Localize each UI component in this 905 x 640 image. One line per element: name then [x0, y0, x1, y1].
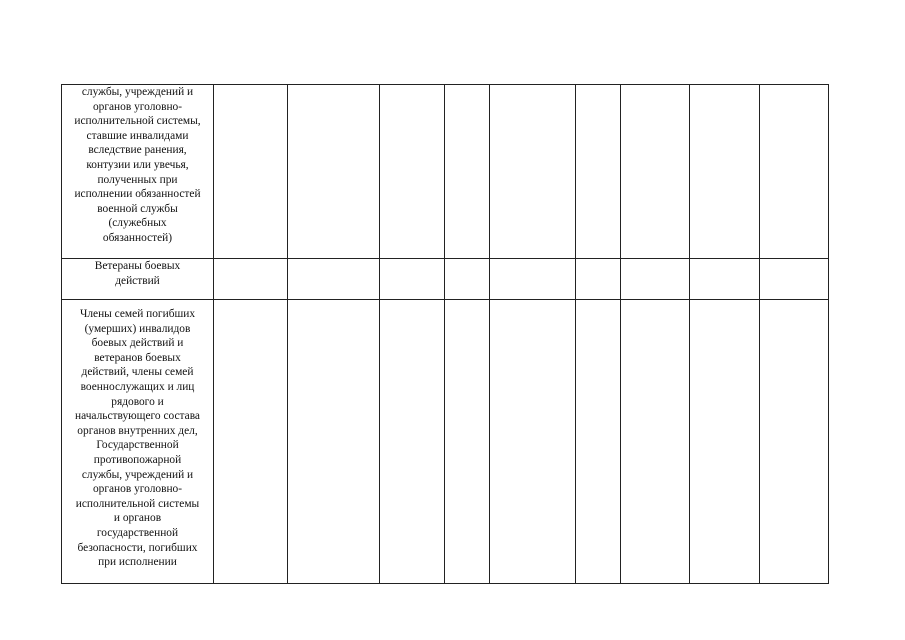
row-label-line: (служебных [108, 217, 167, 230]
row-label-line: органов уголовно- [92, 483, 183, 496]
empty-cell [760, 85, 829, 259]
row-label-line: органов внутренних дел, [77, 424, 198, 437]
row-label-line: военной службы [97, 202, 178, 215]
empty-cell [288, 259, 380, 300]
empty-cell [445, 85, 490, 259]
row-label-line: полученных при [97, 173, 178, 186]
empty-cell [576, 85, 621, 259]
row-label-line: службы, учреждений и [81, 86, 194, 98]
empty-cell [380, 300, 445, 584]
empty-cell [690, 300, 760, 584]
row-label-line: военнослужащих и лиц [80, 380, 195, 393]
row-label-line: обязанностей) [102, 231, 173, 244]
row-label-cell [62, 85, 214, 259]
empty-cell [288, 300, 380, 584]
row-label-line: действий, члены семей [81, 366, 194, 379]
row-label-line: исполнении обязанностей [74, 188, 201, 201]
empty-cell [214, 85, 288, 259]
empty-cell [445, 259, 490, 300]
empty-cell [214, 259, 288, 300]
row-label-line: органов уголовно- [92, 100, 183, 113]
row-label-line: Ветераны боевых [94, 260, 181, 272]
table-row [62, 85, 829, 259]
empty-cell [288, 85, 380, 259]
row-label-line: безопасности, погибших [77, 541, 198, 554]
empty-cell [445, 300, 490, 584]
row-label-line: (умерших) инвалидов [84, 322, 191, 335]
empty-cell [214, 300, 288, 584]
row-label-line: противопожарной [93, 453, 182, 466]
row-label-line: рядового и [111, 395, 164, 408]
empty-cell [380, 259, 445, 300]
table-row [62, 259, 829, 300]
row-label-line: службы, учреждений и [81, 468, 194, 481]
empty-cell [621, 85, 690, 259]
empty-cell [490, 259, 576, 300]
row-label-line: и органов [113, 512, 162, 525]
benefits-table [61, 84, 829, 584]
row-label-line: боевых действий и [91, 337, 184, 350]
empty-cell [690, 259, 760, 300]
row-label-line: контузии или увечья, [86, 158, 189, 171]
empty-cell [760, 259, 829, 300]
row-label-line: действий [115, 274, 160, 287]
empty-cell [690, 85, 760, 259]
row-label-line: исполнительной системы, [74, 115, 201, 128]
row-label-line: вследствие ранения, [88, 144, 187, 157]
empty-cell [621, 259, 690, 300]
row-label-line: ветеранов боевых [94, 351, 181, 364]
row-label-line: исполнительной системы [75, 497, 200, 510]
table-row [62, 300, 829, 584]
empty-cell [380, 85, 445, 259]
row-label-line: государственной [96, 526, 179, 539]
empty-cell [621, 300, 690, 584]
row-label-cell [62, 259, 214, 300]
row-label-line: Государственной [96, 439, 179, 452]
row-label-line: Члены семей погибших [79, 308, 196, 320]
empty-cell [490, 85, 576, 259]
row-label-line: ставшие инвалидами [86, 129, 189, 142]
empty-cell [490, 300, 576, 584]
row-label-line: начальствующего состава [75, 410, 200, 423]
empty-cell [576, 259, 621, 300]
row-label-line: при исполнении [98, 556, 177, 569]
row-label-cell [62, 300, 214, 584]
empty-cell [760, 300, 829, 584]
empty-cell [576, 300, 621, 584]
